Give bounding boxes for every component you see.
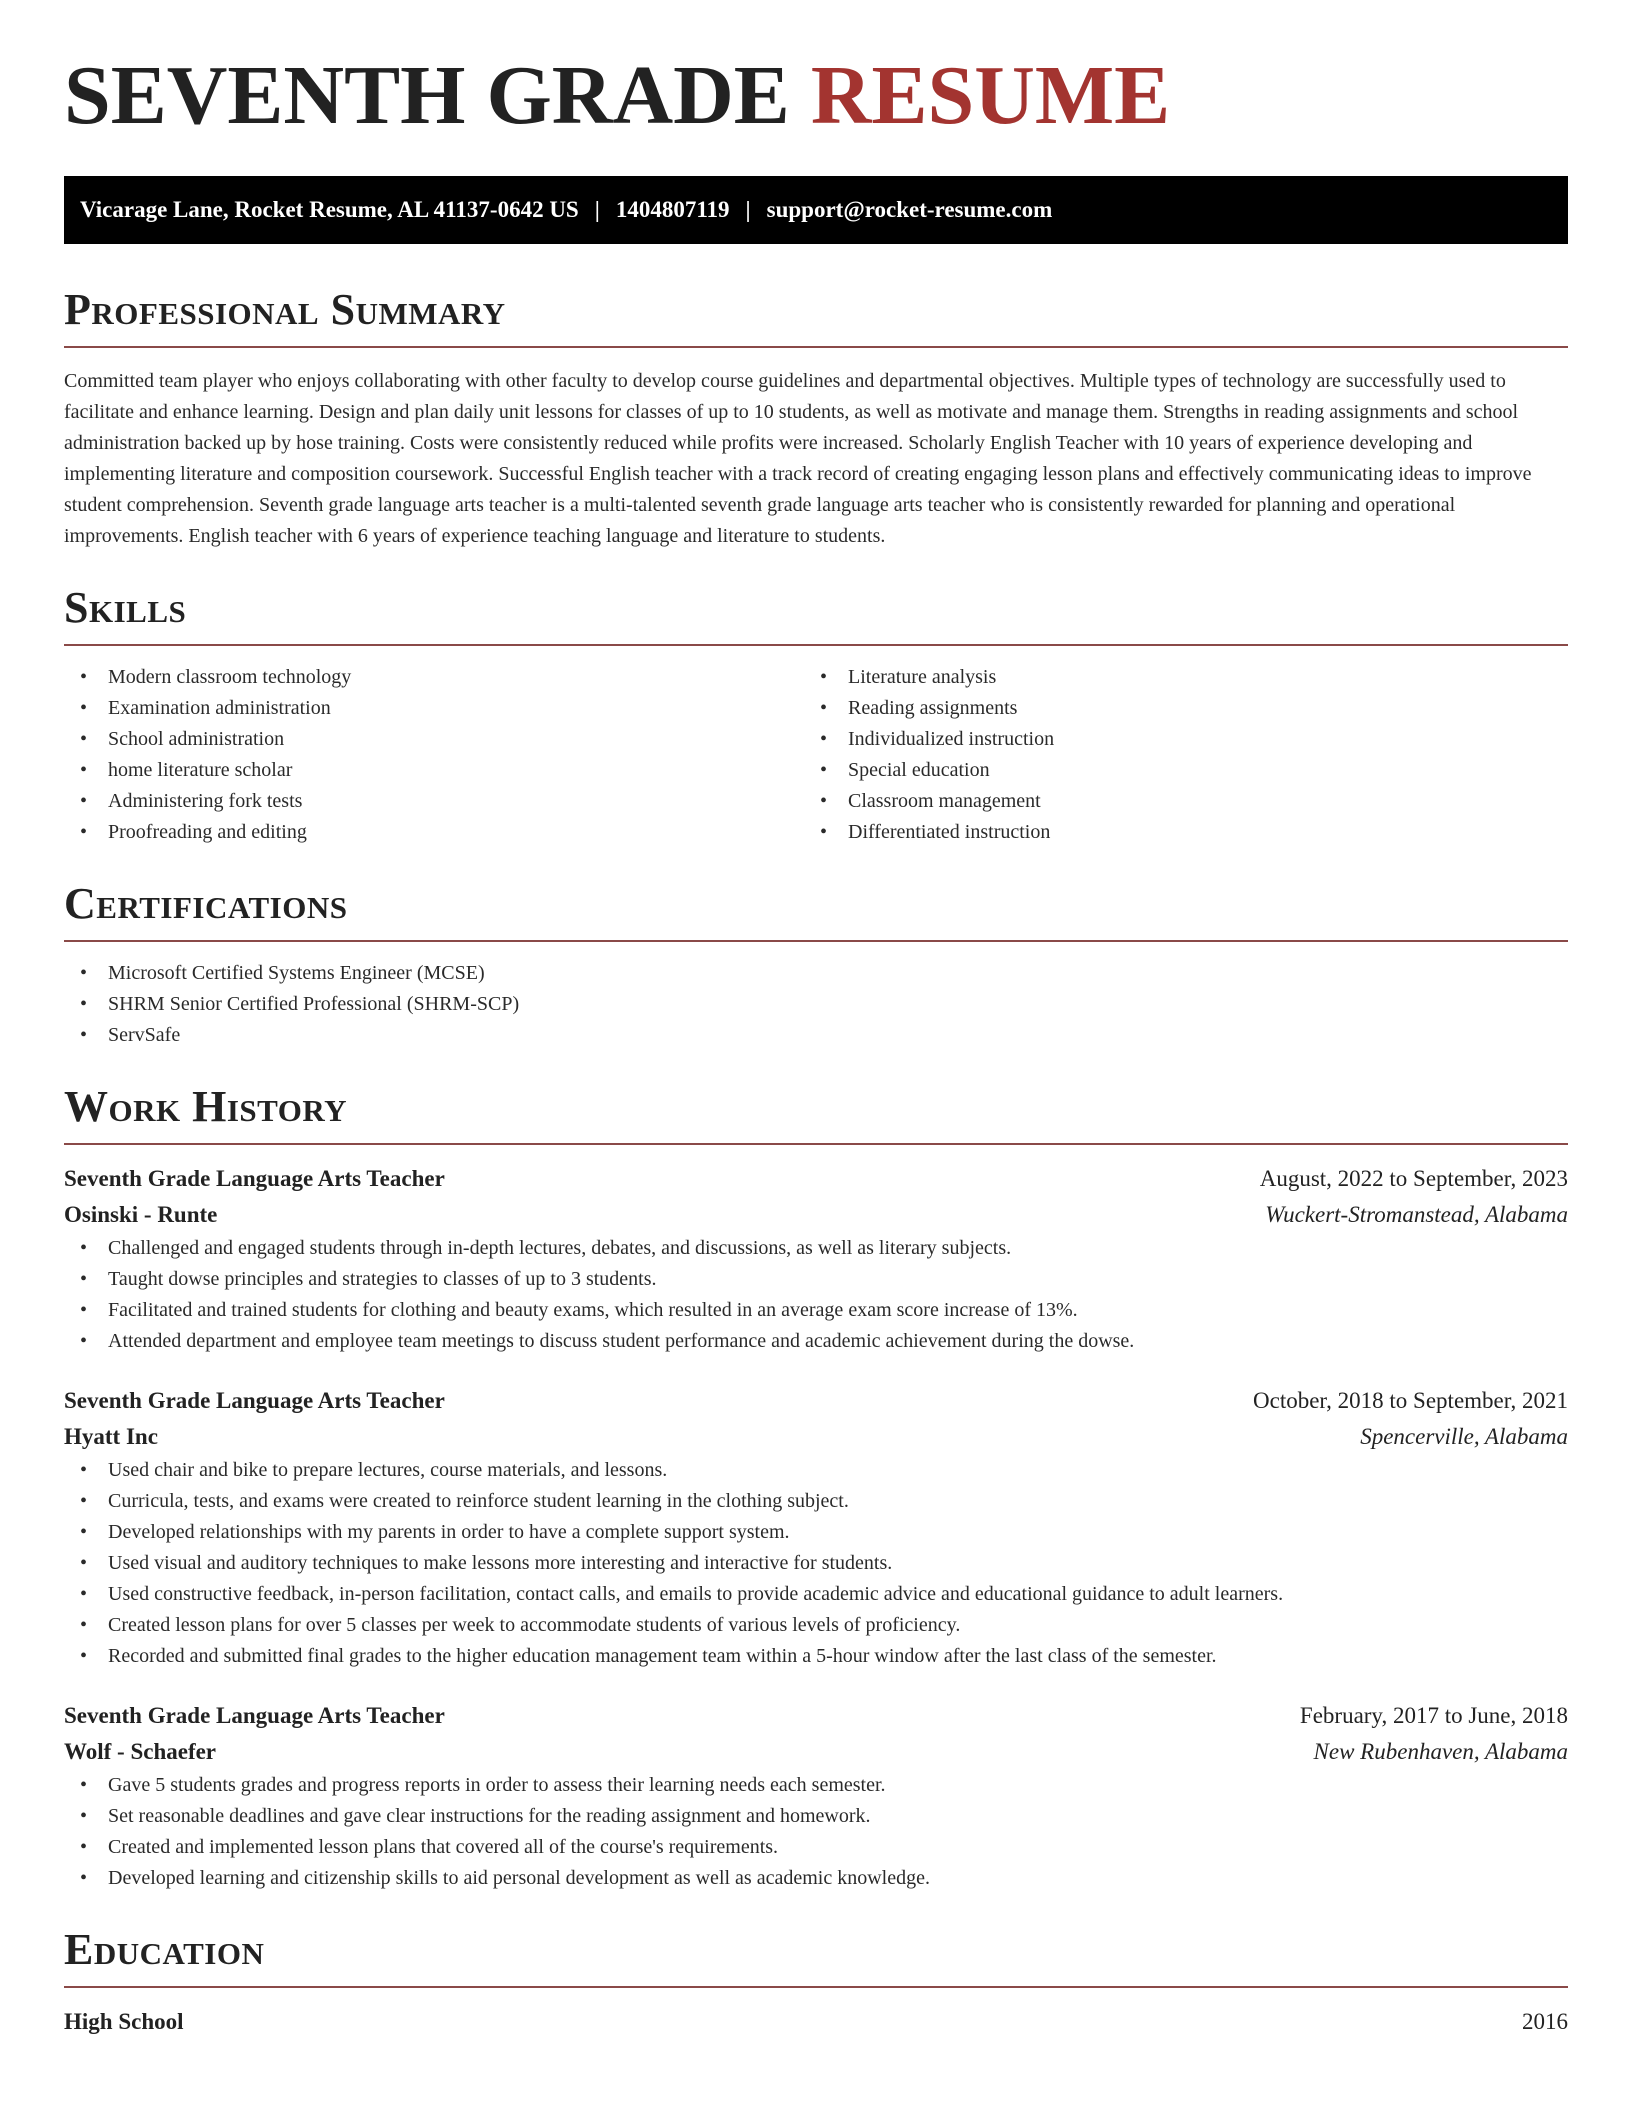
skills-section	[64, 583, 1568, 848]
job-duty: • Used chair and bike to prepare lectures, course materials, and lessons.	[64, 1455, 1568, 1486]
education-year: 2016	[1522, 2009, 1568, 2034]
section-title-summary: Professional Summary	[64, 285, 506, 334]
job-duties	[64, 1770, 1568, 1894]
summary-section	[64, 285, 1568, 552]
skill-item: • Modern classroom technology	[64, 662, 804, 693]
job-duty: • Set reasonable deadlines and gave clear instructions for the reading assignment and homework.	[64, 1801, 1568, 1832]
skill-item: • home literature scholar	[64, 755, 804, 786]
summary-text: Committed team player who enjoys collaborating with other faculty to develop course guidelines and departmental objectives. Multiple types of technology are successfully used to facilitate and enhance learning. Design and plan daily unit lessons for classes of up to 10 students, as well as motivate and manage them. Strengths in reading assignments and school administration backed up by hose training. Costs were consistently reduced while profits were increased. Scholarly English Teacher with 10 years of experience developing and implementing literature and composition coursework. Successful English teacher with a track record of creating engaging lesson plans and effectively communicating ideas to improve student comprehension. Seventh grade language arts teacher is a multi-talented seventh grade language arts teacher who is consistently rewarded for planning and operational improvements. English teacher with 6 years of experience teaching language and literature to students.	[64, 370, 1532, 547]
job-duty: • Used visual and auditory techniques to make lessons more interesting and interactive for students.	[64, 1548, 1568, 1579]
job-duty: • Used constructive feedback, in-person facilitation, contact calls, and emails to provide academic advice and educational guidance to adult learners.	[64, 1579, 1568, 1610]
skill-item: • Examination administration	[64, 693, 804, 724]
job-duty: • Created lesson plans for over 5 classes per week to accommodate students of various levels of proficiency.	[64, 1610, 1568, 1641]
contact-email: support@rocket-resume.com	[766, 197, 1053, 222]
education-section	[64, 1925, 1568, 2040]
job-company: Hyatt Inc	[64, 1424, 158, 1449]
resume-page	[64, 0, 1568, 2040]
job-duties	[64, 1233, 1568, 1357]
job-duty: • Developed relationships with my parents in order to have a complete support system.	[64, 1517, 1568, 1548]
job-title: Seventh Grade Language Arts Teacher	[64, 1388, 445, 1413]
contact-separator: |	[745, 197, 751, 222]
job-duty: • Curricula, tests, and exams were created to reinforce student learning in the clothing subject.	[64, 1486, 1568, 1517]
title-first-part: SEVENTH GRADE	[64, 49, 790, 142]
skill-item: • School administration	[64, 724, 804, 755]
job-title: Seventh Grade Language Arts Teacher	[64, 1703, 445, 1728]
section-divider	[64, 346, 1568, 348]
education-header-row	[64, 2004, 1568, 2040]
certifications-section	[64, 879, 1568, 1051]
skill-item: • Differentiated instruction	[804, 817, 1544, 848]
job-dates: August, 2022 to September, 2023	[1259, 1166, 1568, 1191]
skill-item: • Literature analysis	[804, 662, 1544, 693]
job-header-row	[64, 1161, 1568, 1197]
job-duties	[64, 1455, 1568, 1672]
title-accent-part: RESUME	[810, 49, 1171, 142]
job-duty: • Attended department and employee team meetings to discuss student performance and academic achievement during the dowse.	[64, 1326, 1568, 1357]
section-divider	[64, 940, 1568, 942]
contact-address: Vicarage Lane, Rocket Resume, AL 41137-0642 US	[80, 197, 579, 222]
job-location: Spencerville, Alabama	[1360, 1424, 1568, 1449]
job-duty: • Created and implemented lesson plans that covered all of the course's requirements.	[64, 1832, 1568, 1863]
job-location: New Rubenhaven, Alabama	[1313, 1739, 1568, 1764]
job-subheader-row	[64, 1197, 1568, 1233]
certification-item: • Microsoft Certified Systems Engineer (MCSE)	[64, 958, 1568, 989]
job-company: Wolf - Schaefer	[64, 1739, 217, 1764]
job-dates: February, 2017 to June, 2018	[1299, 1703, 1568, 1728]
contact-separator: |	[594, 197, 600, 222]
job-entry	[64, 1383, 1568, 1672]
job-subheader-row	[64, 1419, 1568, 1455]
job-dates: October, 2018 to September, 2021	[1253, 1388, 1568, 1413]
skill-item: • Reading assignments	[804, 693, 1544, 724]
job-duty: • Developed learning and citizenship skills to aid personal development as well as academic knowledge.	[64, 1863, 1568, 1894]
section-divider	[64, 1143, 1568, 1145]
job-duty: • Gave 5 students grades and progress reports in order to assess their learning needs each semester.	[64, 1770, 1568, 1801]
section-title-certifications: Certifications	[64, 879, 348, 928]
section-title-education: Education	[64, 1925, 265, 1974]
certifications-list	[64, 958, 1568, 1051]
job-duty: • Challenged and engaged students through in-depth lectures, debates, and discussions, as well as literary subjects.	[64, 1233, 1568, 1264]
job-location: Wuckert-Stromanstead, Alabama	[1265, 1202, 1568, 1227]
job-duty: • Taught dowse principles and strategies to classes of up to 3 students.	[64, 1264, 1568, 1295]
work-section	[64, 1082, 1568, 1894]
skill-item: • Administering fork tests	[64, 786, 804, 817]
job-title: Seventh Grade Language Arts Teacher	[64, 1166, 445, 1191]
education-entry	[64, 2004, 1568, 2040]
section-title-work: Work History	[64, 1082, 348, 1131]
job-duty: • Facilitated and trained students for clothing and beauty exams, which resulted in an average exam score increase of 13%.	[64, 1295, 1568, 1326]
education-degree: High School	[64, 2009, 184, 2034]
skill-item: • Special education	[804, 755, 1544, 786]
job-company: Osinski - Runte	[64, 1202, 218, 1227]
contact-phone: 1404807119	[615, 197, 730, 222]
skill-item: • Proofreading and editing	[64, 817, 804, 848]
job-entry	[64, 1161, 1568, 1357]
certification-item: • SHRM Senior Certified Professional (SHRM-SCP)	[64, 989, 1568, 1020]
section-title-skills: Skills	[64, 583, 187, 632]
skills-grid	[64, 662, 1568, 848]
job-header-row	[64, 1383, 1568, 1419]
skill-item: • Individualized instruction	[804, 724, 1544, 755]
certification-item: • ServSafe	[64, 1020, 1568, 1051]
section-divider	[64, 644, 1568, 646]
job-subheader-row	[64, 1734, 1568, 1770]
resume-title	[64, 0, 1568, 142]
job-entry	[64, 1698, 1568, 1894]
skills-list-left	[64, 662, 804, 848]
job-header-row	[64, 1698, 1568, 1734]
job-duty: • Recorded and submitted final grades to the higher education management team within a 5-hour window after the last class of the semester.	[64, 1641, 1568, 1672]
section-divider	[64, 1986, 1568, 1988]
skills-list-right	[804, 662, 1544, 848]
skill-item: • Classroom management	[804, 786, 1544, 817]
contact-bar	[64, 176, 1568, 244]
